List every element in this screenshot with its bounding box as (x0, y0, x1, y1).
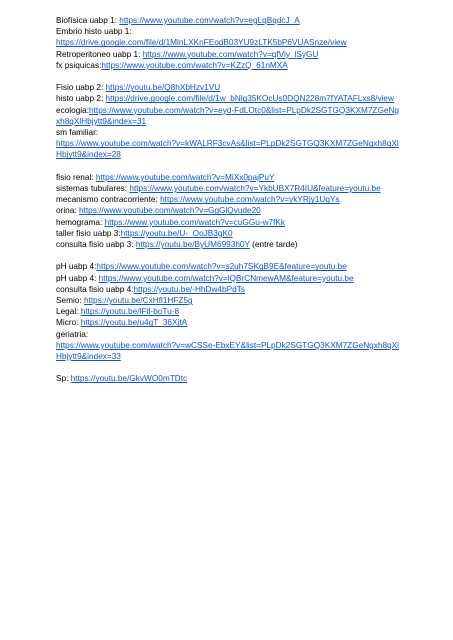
line-consulta-fisio-uabp3 (56, 239, 399, 250)
youtube-link[interactable]: https://www.youtube.com/watch?v=egLqBqdcJ_A (119, 16, 300, 25)
youtube-link[interactable]: https://www.youtube.com/watch?v=ykYRjy1UqYs (160, 195, 340, 205)
line-ecologia (56, 105, 399, 127)
line-label: pH uabp 4: (56, 262, 97, 272)
line-fisio-uabp2 (56, 82, 399, 93)
blank-line (56, 71, 399, 82)
line-ph-uabp4-b (56, 273, 399, 284)
youtube-link[interactable]: https://www.youtube.com/watch?v=eyd-FdLOtc0&list=PLpDk2SGTGQ3KXM7ZGeNgxh8qXlHbjytt9&index=31 (56, 105, 399, 126)
youtube-link[interactable]: https://youtu.be/Q8hXbHzv1VU (105, 83, 221, 93)
line-histo-uabp2 (56, 93, 399, 104)
blank-line (56, 362, 399, 373)
line-label: hemograma: (56, 217, 105, 227)
line-label: orina: (56, 206, 79, 216)
youtube-link[interactable]: https://youtu.be/GkvWO0mTDtc (70, 374, 188, 384)
line-label: mecanismo contracorriente: (56, 195, 161, 205)
line-label: Micro: (56, 318, 81, 328)
line-label: pH uabp 4: (56, 273, 99, 283)
line-label: Legal: (56, 307, 81, 317)
youtube-link[interactable]: https://youtu.be/lFtl-boTu-8 (80, 307, 180, 317)
line-label: Sp: (56, 374, 71, 384)
youtube-link[interactable]: https://youtu.be/u4gT_36XjtA (80, 318, 188, 328)
line-sm-familiar (56, 127, 399, 138)
line-label: taller fisio uabp 3: (56, 228, 121, 238)
line-label: sm familiar: (56, 128, 99, 138)
line-orina (56, 205, 399, 216)
line-label: fx psiquicas: (56, 60, 102, 70)
line-fisio-renal (56, 172, 399, 183)
youtube-link[interactable]: https://youtu.be/CxHfl1HFZ5g (83, 296, 193, 306)
line-mecanismo-contracorriente (56, 194, 399, 205)
youtube-link[interactable]: https://www.youtube.com/watch?v=KZzQ_61nMXA (101, 60, 288, 70)
line-legal (56, 306, 399, 317)
line-label: fisio renal: (56, 172, 96, 182)
youtube-link[interactable]: https://www.youtube.com/watch?v=YkbUBX7R4IU&feature=youtu.be (129, 184, 381, 194)
line-label: Semio: (56, 296, 84, 306)
line-label: histo uabp 2: (56, 94, 106, 104)
line-suffix: (entre tarde) (249, 240, 298, 250)
youtube-link[interactable]: https://www.youtube.com/watch?v=cuGGu-w7fKk (104, 217, 286, 227)
youtube-link[interactable]: https://youtu.be/-HhDw4bPdTs (133, 284, 245, 294)
line-embrio-histo (56, 26, 399, 37)
blank-line (56, 250, 399, 261)
line-label: Embrio histo uabp 1: (56, 27, 132, 37)
blank-line (56, 161, 399, 172)
drive-link[interactable]: https://drive.google.com/file/d/1MlnLXKnFEodB03YU9zLTK5bP6VUASnze/view (56, 38, 347, 48)
line-geriatria (56, 329, 399, 340)
line-retroperitoneo (56, 49, 399, 60)
youtube-link[interactable]: https://www.youtube.com/watch?v=wCSSe-EbxEY&list=PLpDk2SGTGQ3KXM7ZGeNgxh8qXlHbjytt9&index=33 (56, 340, 399, 362)
line-ph-uabp4-a (56, 261, 399, 272)
line-label: Retroperitoneo uabp 1: (56, 49, 143, 59)
document-page (56, 15, 399, 385)
line-label: geriatria: (56, 329, 89, 339)
line-label: consulta fisio uabp 3: (56, 240, 136, 250)
line-consulta-fisio-uabp4 (56, 284, 399, 295)
line-taller-fisio-uabp3 (56, 228, 399, 239)
line-label: Biofísica uabp 1: (56, 16, 120, 25)
line-geriatria-url (56, 340, 399, 362)
youtube-link[interactable]: https://www.youtube.com/watch?v=lQBrCNmewAM&feature=youtu.be (98, 273, 354, 283)
line-sm-familiar-url (56, 138, 399, 160)
line-micro (56, 317, 399, 328)
line-biofisica (56, 15, 399, 26)
line-label: consulta fisio uabp 4: (56, 284, 134, 294)
line-sp (56, 373, 399, 384)
line-semio (56, 295, 399, 306)
youtube-link[interactable]: https://www.youtube.com/watch?v=GgGlQvude20 (78, 206, 261, 216)
line-sistemas-tubulares (56, 183, 399, 194)
youtube-link[interactable]: https://www.youtube.com/watch?v=MiXx0pajPuY (95, 172, 275, 182)
drive-link[interactable]: https://drive.google.com/file/d/1w_bNlg35KOcUs0DQN228m7fYATAFLxs8/view (105, 94, 394, 104)
line-label: ecologia: (56, 105, 90, 115)
youtube-link[interactable]: https://www.youtube.com/watch?v=qfViy_lSyGU (142, 49, 319, 59)
line-label: Fisio uabp 2: (56, 83, 106, 93)
youtube-link[interactable]: https://youtu.be/ByUM6993h0Y (135, 240, 250, 250)
line-fx-psiquicas (56, 60, 399, 71)
youtube-link[interactable]: https://www.youtube.com/watch?v=kWALRF3cvAs&list=PLpDk2SGTGQ3KXM7ZGeNgxh8qXlHbjytt9&index=28 (56, 139, 399, 160)
line-embrio-histo-url (56, 37, 399, 48)
line-hemograma (56, 217, 399, 228)
line-label: sistemas tubulares: (56, 184, 130, 194)
youtube-link[interactable]: https://www.youtube.com/watch?v=s2uh7SKgB9E&feature=youtu.be (96, 262, 347, 272)
youtube-link[interactable]: https://youtu.be/U-_OoJB3gK0 (120, 228, 233, 238)
